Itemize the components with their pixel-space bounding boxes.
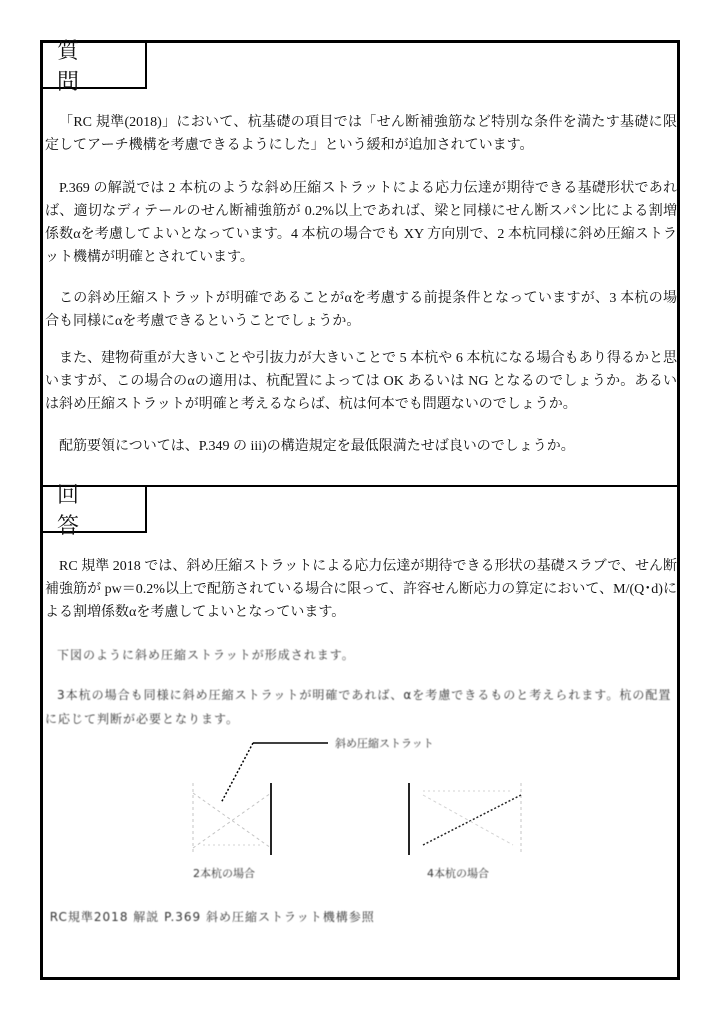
answer-faint-line-1: 下図のように斜め圧縮ストラットが形成されます。 (57, 648, 355, 662)
two-pile-figure (193, 783, 271, 855)
four-pile-figure (409, 783, 521, 855)
question-paragraph-2: P.369 の解説では 2 本杭のような斜め圧縮ストラットによる応力伝達が期待できる基礎形状であれば、適切なディテールのせん断補強筋が 0.2%以上であれば、梁と同様にせん断スパン比による割増係数αを考慮してよいとなっています。4 本杭の場合でも XY 方向別で、2 本杭同様に斜め圧縮ストラット機構が明確とされています。 (45, 181, 677, 265)
question-paragraph-1: 「RC 規準(2018)」において、杭基礎の項目では「せん断補強筋など特別な条件を満たす基礎に限定してアーチ機構を考慮できるようにした」という緩和が追加されています。 (45, 115, 677, 153)
question-paragraph-3: この斜め圧縮ストラットが明確であることがαを考慮する前提条件となっていますが、3 本杭の場合も同様にαを考慮できるということでしょうか。 (45, 291, 677, 329)
answer-faint-line-2: 3本杭の場合も同様に斜め圧縮ストラットが明確であれば、αを考慮できるものと考えられます。杭の配置に応じて判断が必要となります。 (45, 688, 672, 726)
question-heading: 質 問 (43, 43, 147, 89)
strut-diagram (43, 733, 677, 883)
caption-two-pile: 2本杭の場合 (193, 867, 255, 880)
question-paragraph-4: また、建物荷重が大きいことや引抜力が大きいことで 5 本杭や 6 本杭になる場合もあり得るかと思いますが、この場合のαの適用は、杭配置によっては OK あるいは NG となるのでしょうか。あるいは斜め圧縮ストラットが明確と考えるならば、杭は何本でも問題ないのでしょうか。 (45, 351, 677, 412)
question-paragraph-5: 配筋要領については、P.349 の iii)の構造規定を最低限満たせば良いのでしょうか。 (59, 439, 575, 454)
document-frame (40, 40, 680, 980)
strut-diagram-svg (43, 733, 677, 883)
answer-paragraph-1: RC 規準 2018 では、斜め圧縮ストラットによる応力伝達が期待できる形状の基礎スラブで、せん断補強筋が pw＝0.2%以上で配筋されている場合に限って、許容せん断応力の算定において、M/(Q･d)による割増係数αを考慮してよいとなっています。 (45, 559, 677, 620)
answer-footer-note: RC規準2018 解説 P.369 斜め圧縮ストラット機構参照 (49, 910, 375, 924)
caption-four-pile: 4本杭の場合 (427, 867, 489, 880)
answer-heading: 回 答 (43, 487, 147, 533)
callout-label: 斜め圧縮ストラット (335, 737, 434, 750)
callout-leader (221, 743, 253, 803)
